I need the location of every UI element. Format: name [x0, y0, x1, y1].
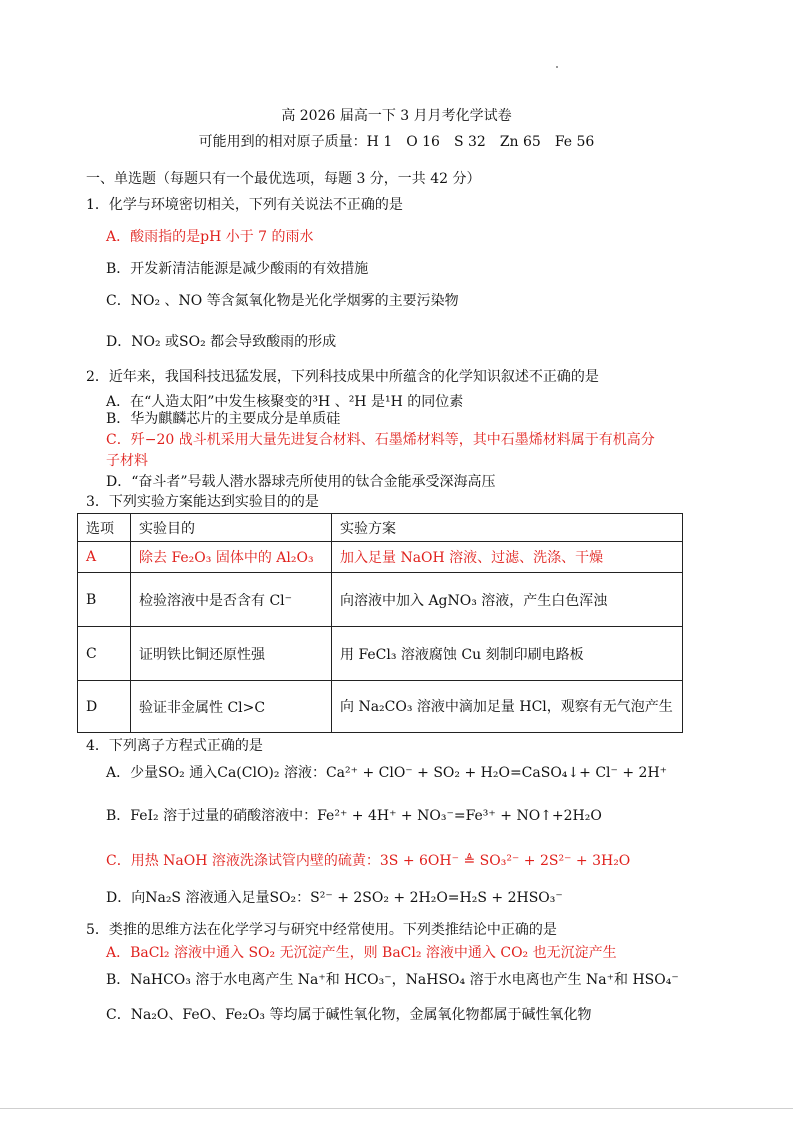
table-cell: 检验溶液中是否含有 Cl⁻: [131, 573, 332, 627]
table-row: [78, 573, 683, 627]
q1-option-a: A．酸雨指的是pH 小于 7 的雨水: [106, 229, 314, 245]
table-header-row: [78, 514, 683, 542]
table-cell: 向 Na₂CO₃ 溶液中滴加足量 HCl，观察有无气泡产生: [332, 681, 683, 733]
table-header-cell: 实验方案: [332, 514, 683, 542]
table-row: [78, 681, 683, 733]
q4-option-b: B．FeI₂ 溶于过量的硝酸溶液中：Fe²⁺ + 4H⁺ + NO₃⁻=Fe³⁺ + NO↑+2H₂O: [106, 808, 602, 824]
experiment-table: [77, 513, 683, 733]
page-bottom-rule: [0, 1108, 793, 1109]
q2-option-d: D．“奋斗者”号载人潜水器球壳所使用的钛合金能承受深海高压: [106, 474, 496, 490]
table-cell: 证明铁比铜还原性强: [131, 627, 332, 681]
q1-stem: 1．化学与环境密切相关，下列有关说法不正确的是: [86, 197, 403, 213]
q4-stem: 4．下列离子方程式正确的是: [86, 738, 263, 754]
table-cell: B: [78, 573, 131, 627]
q1-option-b: B．开发新清洁能源是减少酸雨的有效措施: [106, 261, 369, 277]
q4-option-c: C．用热 NaOH 溶液洗涤试管内壁的硫黄：3S + 6OH⁻ ≜ SO₃²⁻ + 2S²⁻ + 3H₂O: [106, 853, 631, 869]
table-cell: D: [78, 681, 131, 733]
q1-option-d: D．NO₂ 或SO₂ 都会导致酸雨的形成: [106, 334, 337, 350]
q3-stem: 3．下列实验方案能达到实验目的的是: [86, 494, 319, 510]
q1-option-c: C．NO₂ 、NO 等含氮氧化物是光化学烟雾的主要污染物: [106, 293, 459, 309]
table-cell: 验证非金属性 Cl>C: [131, 681, 332, 733]
table-cell: A: [78, 542, 131, 573]
q2-option-b: B．华为麒麟芯片的主要成分是单质硅: [106, 411, 341, 427]
table-row: [78, 542, 683, 573]
table-cell: 除去 Fe₂O₃ 固体中的 Al₂O₃: [131, 542, 332, 573]
q5-stem: 5．类推的思维方法在化学学习与研究中经常使用。下列类推结论中正确的是: [86, 922, 557, 938]
table-cell: 向溶液中加入 AgNO₃ 溶液，产生白色浑浊: [332, 573, 683, 627]
q2-option-c-line1: C．歼−20 战斗机采用大量先进复合材料、石墨烯材料等，其中石墨烯材料属于有机高分: [106, 432, 655, 448]
table-cell: 用 FeCl₃ 溶液腐蚀 Cu 刻制印刷电路板: [332, 627, 683, 681]
q5-option-a: A．BaCl₂ 溶液中通入 SO₂ 无沉淀产生，则 BaCl₂ 溶液中通入 CO₂ 也无沉淀产生: [106, 945, 617, 961]
atomic-mass-line: 可能用到的相对原子质量：H 1 O 16 S 32 Zn 65 Fe 56: [198, 134, 595, 150]
table-cell: C: [78, 627, 131, 681]
q5-option-c: C．Na₂O、FeO、Fe₂O₃ 等均属于碱性氧化物，金属氧化物都属于碱性氧化物: [106, 1007, 592, 1023]
q5-option-b: B．NaHCO₃ 溶于水电离产生 Na⁺和 HCO₃⁻，NaHSO₄ 溶于水电离也产生 Na⁺和 HSO₄⁻: [106, 972, 679, 988]
q2-option-a: A．在“人造太阳”中发生核聚变的³H 、²H 是¹H 的同位素: [106, 394, 464, 410]
q2-stem: 2．近年来，我国科技迅猛发展，下列科技成果中所蕴含的化学知识叙述不正确的是: [86, 369, 599, 385]
section-heading: 一、单选题（每题只有一个最优选项，每题 3 分，一共 42 分）: [86, 171, 481, 187]
table-header-cell: 实验目的: [131, 514, 332, 542]
q4-option-a: A．少量SO₂ 通入Ca(ClO)₂ 溶液：Ca²⁺ + ClO⁻ + SO₂ + H₂O=CaSO₄↓+ Cl⁻ + 2H⁺: [106, 765, 668, 781]
table-cell: 加入足量 NaOH 溶液、过滤、洗涤、干燥: [332, 542, 683, 573]
q2-option-c-line2: 子材料: [106, 453, 148, 469]
scan-dot: [556, 66, 558, 68]
table-row: [78, 627, 683, 681]
q4-option-d: D．向Na₂S 溶液通入足量SO₂：S²⁻ + 2SO₂ + 2H₂O=H₂S + 2HSO₃⁻: [106, 890, 563, 906]
exam-title: 高 2026 届高一下 3 月月考化学试卷: [281, 108, 512, 124]
table-header-cell: 选项: [78, 514, 131, 542]
